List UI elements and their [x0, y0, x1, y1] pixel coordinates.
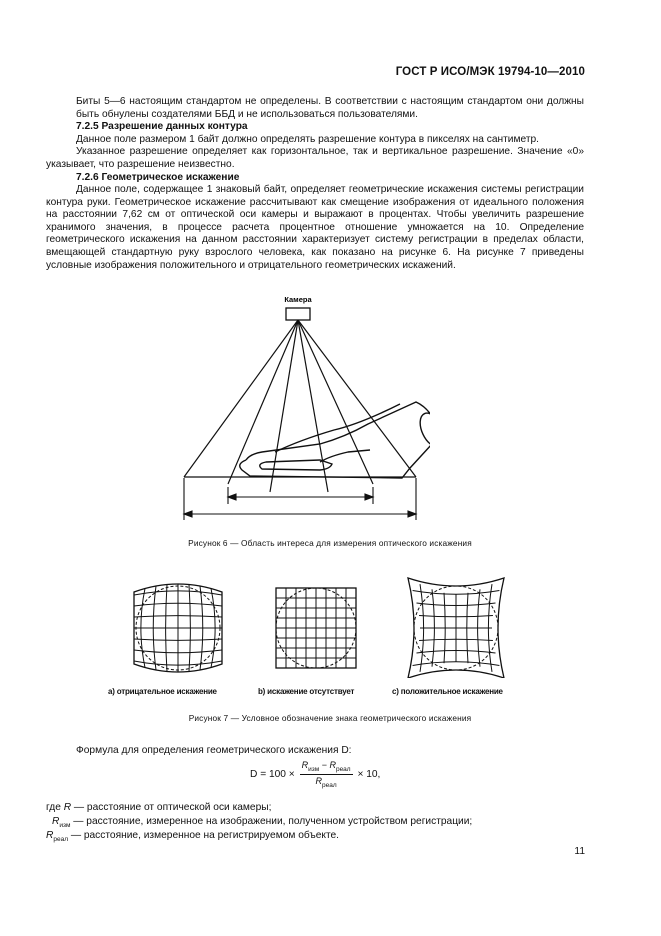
- grid-positive-distortion: [408, 578, 504, 678]
- formula-rhs: × 10,: [357, 768, 381, 780]
- formula-intro: Формула для определения геометрического искажения D:: [76, 745, 352, 756]
- paragraph-resolution-note: [46, 146, 584, 171]
- figure7-distortion-grids: [124, 572, 544, 678]
- formula: [250, 760, 630, 789]
- figure7-label-a: а) отрицательное искажение: [108, 687, 217, 696]
- paragraph-text: Указанное разрешение определяет как горизонтальное, так и вертикальное разрешение. Значение «0» указывает, что разрешение неизвестно.: [46, 146, 584, 170]
- grid-line: [413, 591, 500, 595]
- figure6-camera-diagram: [170, 292, 430, 524]
- definition-r-real: $R_{реал}$ — расстояние, измеренное на регистрируемом объекте.: [46, 830, 340, 844]
- paragraph-text: Данное поле, содержащее 1 знаковый байт, определяет геометрические искажения системы регистрации контура руки. Геометрическое искажение рассчитывают как смещение изображения от идеального положения на расстоянии 7,62 см от оптической оси камеры и выражают в процентах. Чтобы увеличить разрешение хранимого значения, в процессе расчета процентное отношение умножается на 10. Определение геометрического искажения на данном расстоянии характеризует систему регистрации в пределах области, вмещающей стандартную руку взрослого человека, как показано на рисунке 6. На рисунке 7 приведены условные изображения положительного и отрицательного геометрических искажений.: [46, 184, 584, 271]
- view-rays: [184, 320, 416, 492]
- fraction-denominator: $R_{реал}$: [315, 775, 337, 789]
- grid-line: [413, 662, 500, 666]
- paragraph-bits: [76, 96, 584, 121]
- grid-negative-distortion: [134, 584, 222, 672]
- paragraph-resolution: Данное поле размером 1 байт должно определять разрешение контура в пикселях на сантиметр.: [76, 134, 539, 145]
- figure7-caption: Рисунок 7 — Условное обозначение знака геометрического искажения: [188, 713, 472, 723]
- figure6-caption: Рисунок 6 — Область интереса для измерения оптического искажения: [188, 538, 472, 548]
- fraction-numerator: $R_{изм} - R_{реал}$: [301, 760, 351, 773]
- document-header: ГОСТ Р ИСО/МЭК 19794-10—2010: [395, 66, 585, 78]
- formula-fraction: [300, 760, 353, 789]
- paragraph-distortion: [46, 184, 584, 272]
- section-heading-7-2-6: 7.2.6 Геометрическое искажение: [76, 172, 240, 183]
- hand-outline: [240, 402, 430, 478]
- measurement-arrows: [184, 478, 416, 520]
- grid-no-distortion: [276, 588, 356, 668]
- section-heading-7-2-5: 7.2.5 Разрешение данных контура: [76, 121, 248, 132]
- formula-lhs: D = 100 ×: [250, 768, 295, 780]
- page-number: 11: [574, 846, 585, 857]
- camera-label: Камера: [284, 295, 312, 304]
- definition-r: где R — расстояние от оптической оси камеры;: [46, 802, 272, 813]
- camera-icon: [286, 308, 310, 320]
- figure7-label-b: b) искажение отсутствует: [258, 687, 355, 696]
- paragraph-text: Биты 5—6 настоящим стандартом не определены. В соответствии с настоящим стандартом они должны быть обнулены создателями ББД и не использоваться пользователями.: [76, 96, 584, 120]
- definition-r-izm: $R_{изм}$ — расстояние, измеренное на изображении, полученном устройством регистрации;: [52, 816, 473, 830]
- figure7-label-c: c) положительное искажение: [392, 687, 503, 696]
